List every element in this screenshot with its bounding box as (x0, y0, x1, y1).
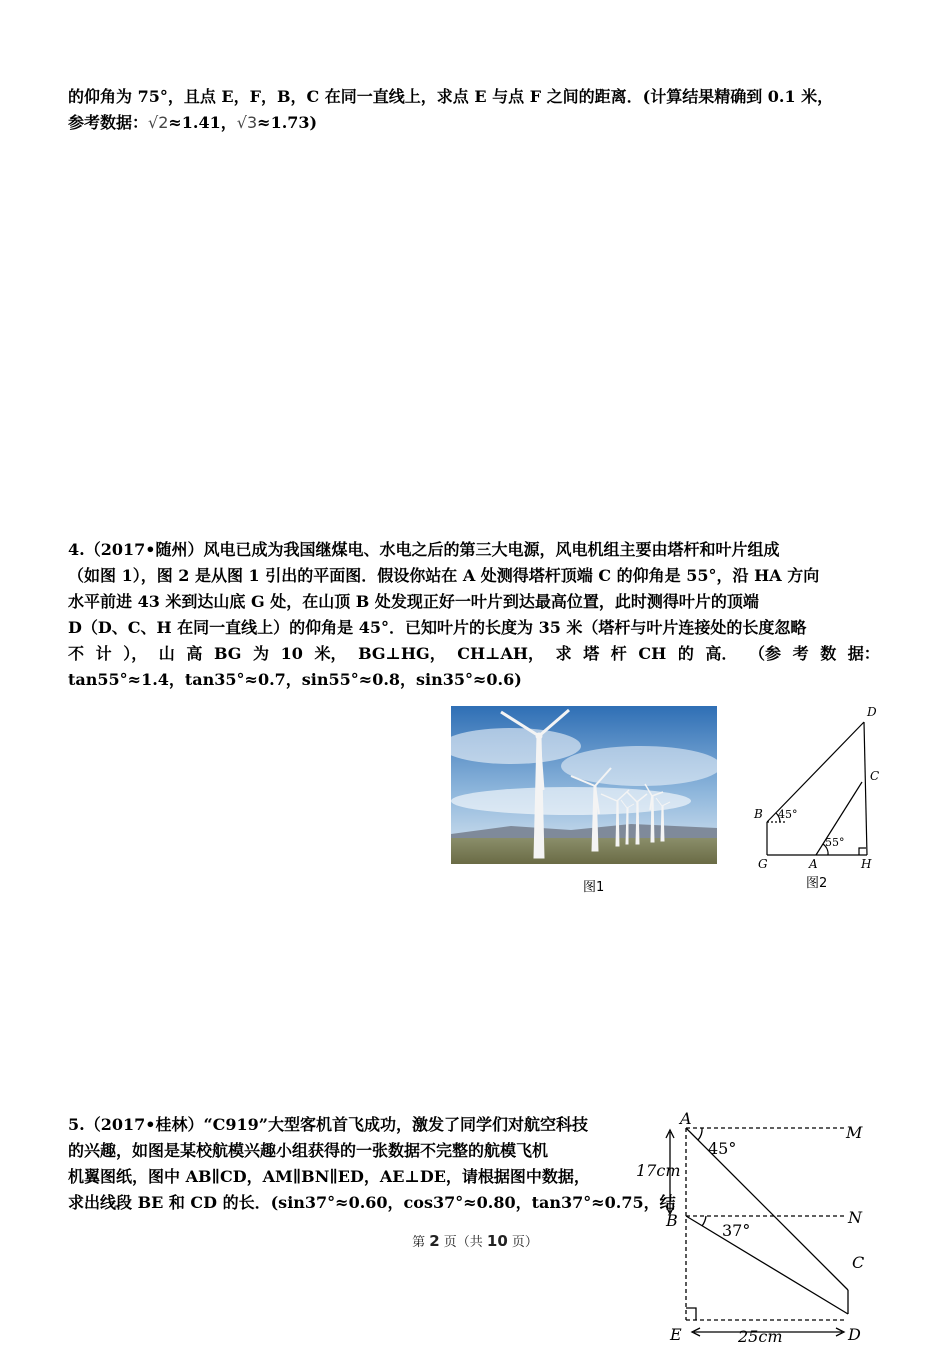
footer-page-number: 2 (429, 1232, 440, 1250)
q4-line-5-word: CH (638, 644, 667, 663)
label-d: D (867, 705, 877, 719)
q4-line-5-word: 高． (705, 644, 738, 663)
length-ed-label: 25cm (738, 1327, 783, 1344)
wind-turbine-photo (451, 706, 717, 864)
q4-line-1: 4.（2017•随州）风电已成为我国继煤电、水电之后的第三大电源，风电机组主要由塔杆和叶片组成 (68, 540, 780, 559)
q4-line-5-word: 杆 (610, 644, 627, 663)
wing-blueprint-diagram (636, 1108, 876, 1348)
q4-line-5-word: 求 (555, 644, 572, 663)
footer-total-pages: 10 (486, 1232, 508, 1250)
label-g: G (758, 857, 768, 870)
figure-1-caption: 图1 (583, 880, 605, 895)
page-footer (0, 1231, 950, 1250)
label-d: D (848, 1325, 861, 1344)
angle-a-label: 45° (708, 1139, 737, 1158)
label-n: N (848, 1208, 862, 1227)
sqrt2-symbol: √2 (148, 113, 169, 132)
q4-line-4: D（D、C、H 在同一直线上）的仰角是 45°．已知叶片的长度为 35 米（塔杆与叶片连接处的长度忽略 (68, 618, 807, 637)
q4-line-5-word: 考 (792, 644, 809, 663)
label-h: H (861, 857, 872, 870)
figure-2-diagram (740, 700, 890, 874)
q4-line-2: （如图 1），图 2 是从图 1 引出的平面图．假设你站在 A 处测得塔杆顶端 C 的仰角是 55°，沿 HA 方向 (68, 566, 820, 585)
angle-b-label: 37° (722, 1221, 751, 1240)
q4-line-5-word: 据： (847, 644, 880, 663)
q4-line-5-word: 米， (314, 644, 347, 663)
q4-line-5-word: （参 (749, 644, 782, 663)
label-a: A (680, 1109, 692, 1128)
angle-a-label: 55° (825, 836, 845, 849)
q3-approx-2: ≈1.73) (257, 113, 318, 132)
q4-line-6: tan55°≈1.4，tan35°≈0.7，sin55°≈0.8，sin35°≈0.6) (68, 670, 522, 689)
figure-2-caption: 图2 (806, 876, 828, 891)
q3-line-1: 的仰角为 75°，且点 E，F，B，C 在同一直线上，求点 E 与点 F 之间的距离．(计算结果精确到 0.1 米， (68, 87, 834, 106)
label-b: B (754, 807, 763, 821)
q4-line-5-word: 10 (280, 644, 303, 663)
sqrt3-symbol: √3 (236, 113, 258, 132)
q3-reference-label: 参考数据： (68, 113, 149, 132)
q5-line-2: 的兴趣，如图是某校航模兴趣小组获得的一张数据不完整的航模飞机 (68, 1141, 549, 1160)
q4-line-5-word: CH⊥AH， (457, 644, 545, 663)
q4-line-5-word: 塔 (583, 644, 600, 663)
q5-line-1: 5.（2017•桂林）“C919”大型客机首飞成功，激发了同学们对航空科技 (68, 1115, 589, 1134)
label-a: A (809, 857, 818, 870)
footer-mid: 页（共 (439, 1235, 487, 1250)
q4-line-5-word: 不 (68, 644, 85, 663)
q3-approx-1: ≈1.41， (168, 113, 237, 132)
q4-line-5-word: 的 (677, 644, 694, 663)
label-m: M (846, 1123, 863, 1142)
segment-bd (767, 722, 864, 822)
question-4 (68, 537, 880, 693)
q4-line-5-word: 为 (253, 644, 270, 663)
q5-line-4: 求出线段 BE 和 CD 的长．(sin37°≈0.60，cos37°≈0.80，tan37°≈0.75，结 (68, 1193, 676, 1212)
label-b: B (666, 1211, 678, 1230)
footer-prefix: 第 (412, 1235, 430, 1250)
q4-line-5-word: 数 (820, 644, 837, 663)
segment-dh (864, 722, 867, 855)
q4-line-5-word: 山 (158, 644, 175, 663)
q4-line-5-word: BG⊥HG， (358, 644, 446, 663)
angle-arc-a (698, 1128, 702, 1140)
label-c: C (870, 769, 880, 783)
q4-line-5 (68, 641, 880, 667)
length-ab-label: 17cm (636, 1161, 681, 1180)
q5-line-3: 机翼图纸，图中 AB∥CD，AM∥BN∥ED，AE⊥DE，请根据图中数据， (68, 1167, 590, 1186)
label-c: C (852, 1253, 865, 1272)
q4-line-5-word: 高 (186, 644, 203, 663)
right-angle-h (859, 848, 866, 855)
q4-line-5-word: 计 (95, 644, 112, 663)
q4-line-5-word: BG (213, 644, 242, 663)
question-3-tail (68, 84, 833, 136)
label-e: E (670, 1325, 682, 1344)
q3-line-2 (68, 110, 833, 136)
angle-b-label: 45° (778, 808, 798, 821)
footer-suffix: 页） (507, 1235, 538, 1250)
angle-arc-b (702, 1216, 706, 1226)
right-angle-e (686, 1308, 696, 1320)
q4-line-3: 水平前进 43 米到达山底 G 处，在山顶 B 处发现正好一叶片到达最高位置，此时测得叶片的顶端 (68, 592, 759, 611)
q4-line-5-word: ）， (123, 644, 148, 663)
